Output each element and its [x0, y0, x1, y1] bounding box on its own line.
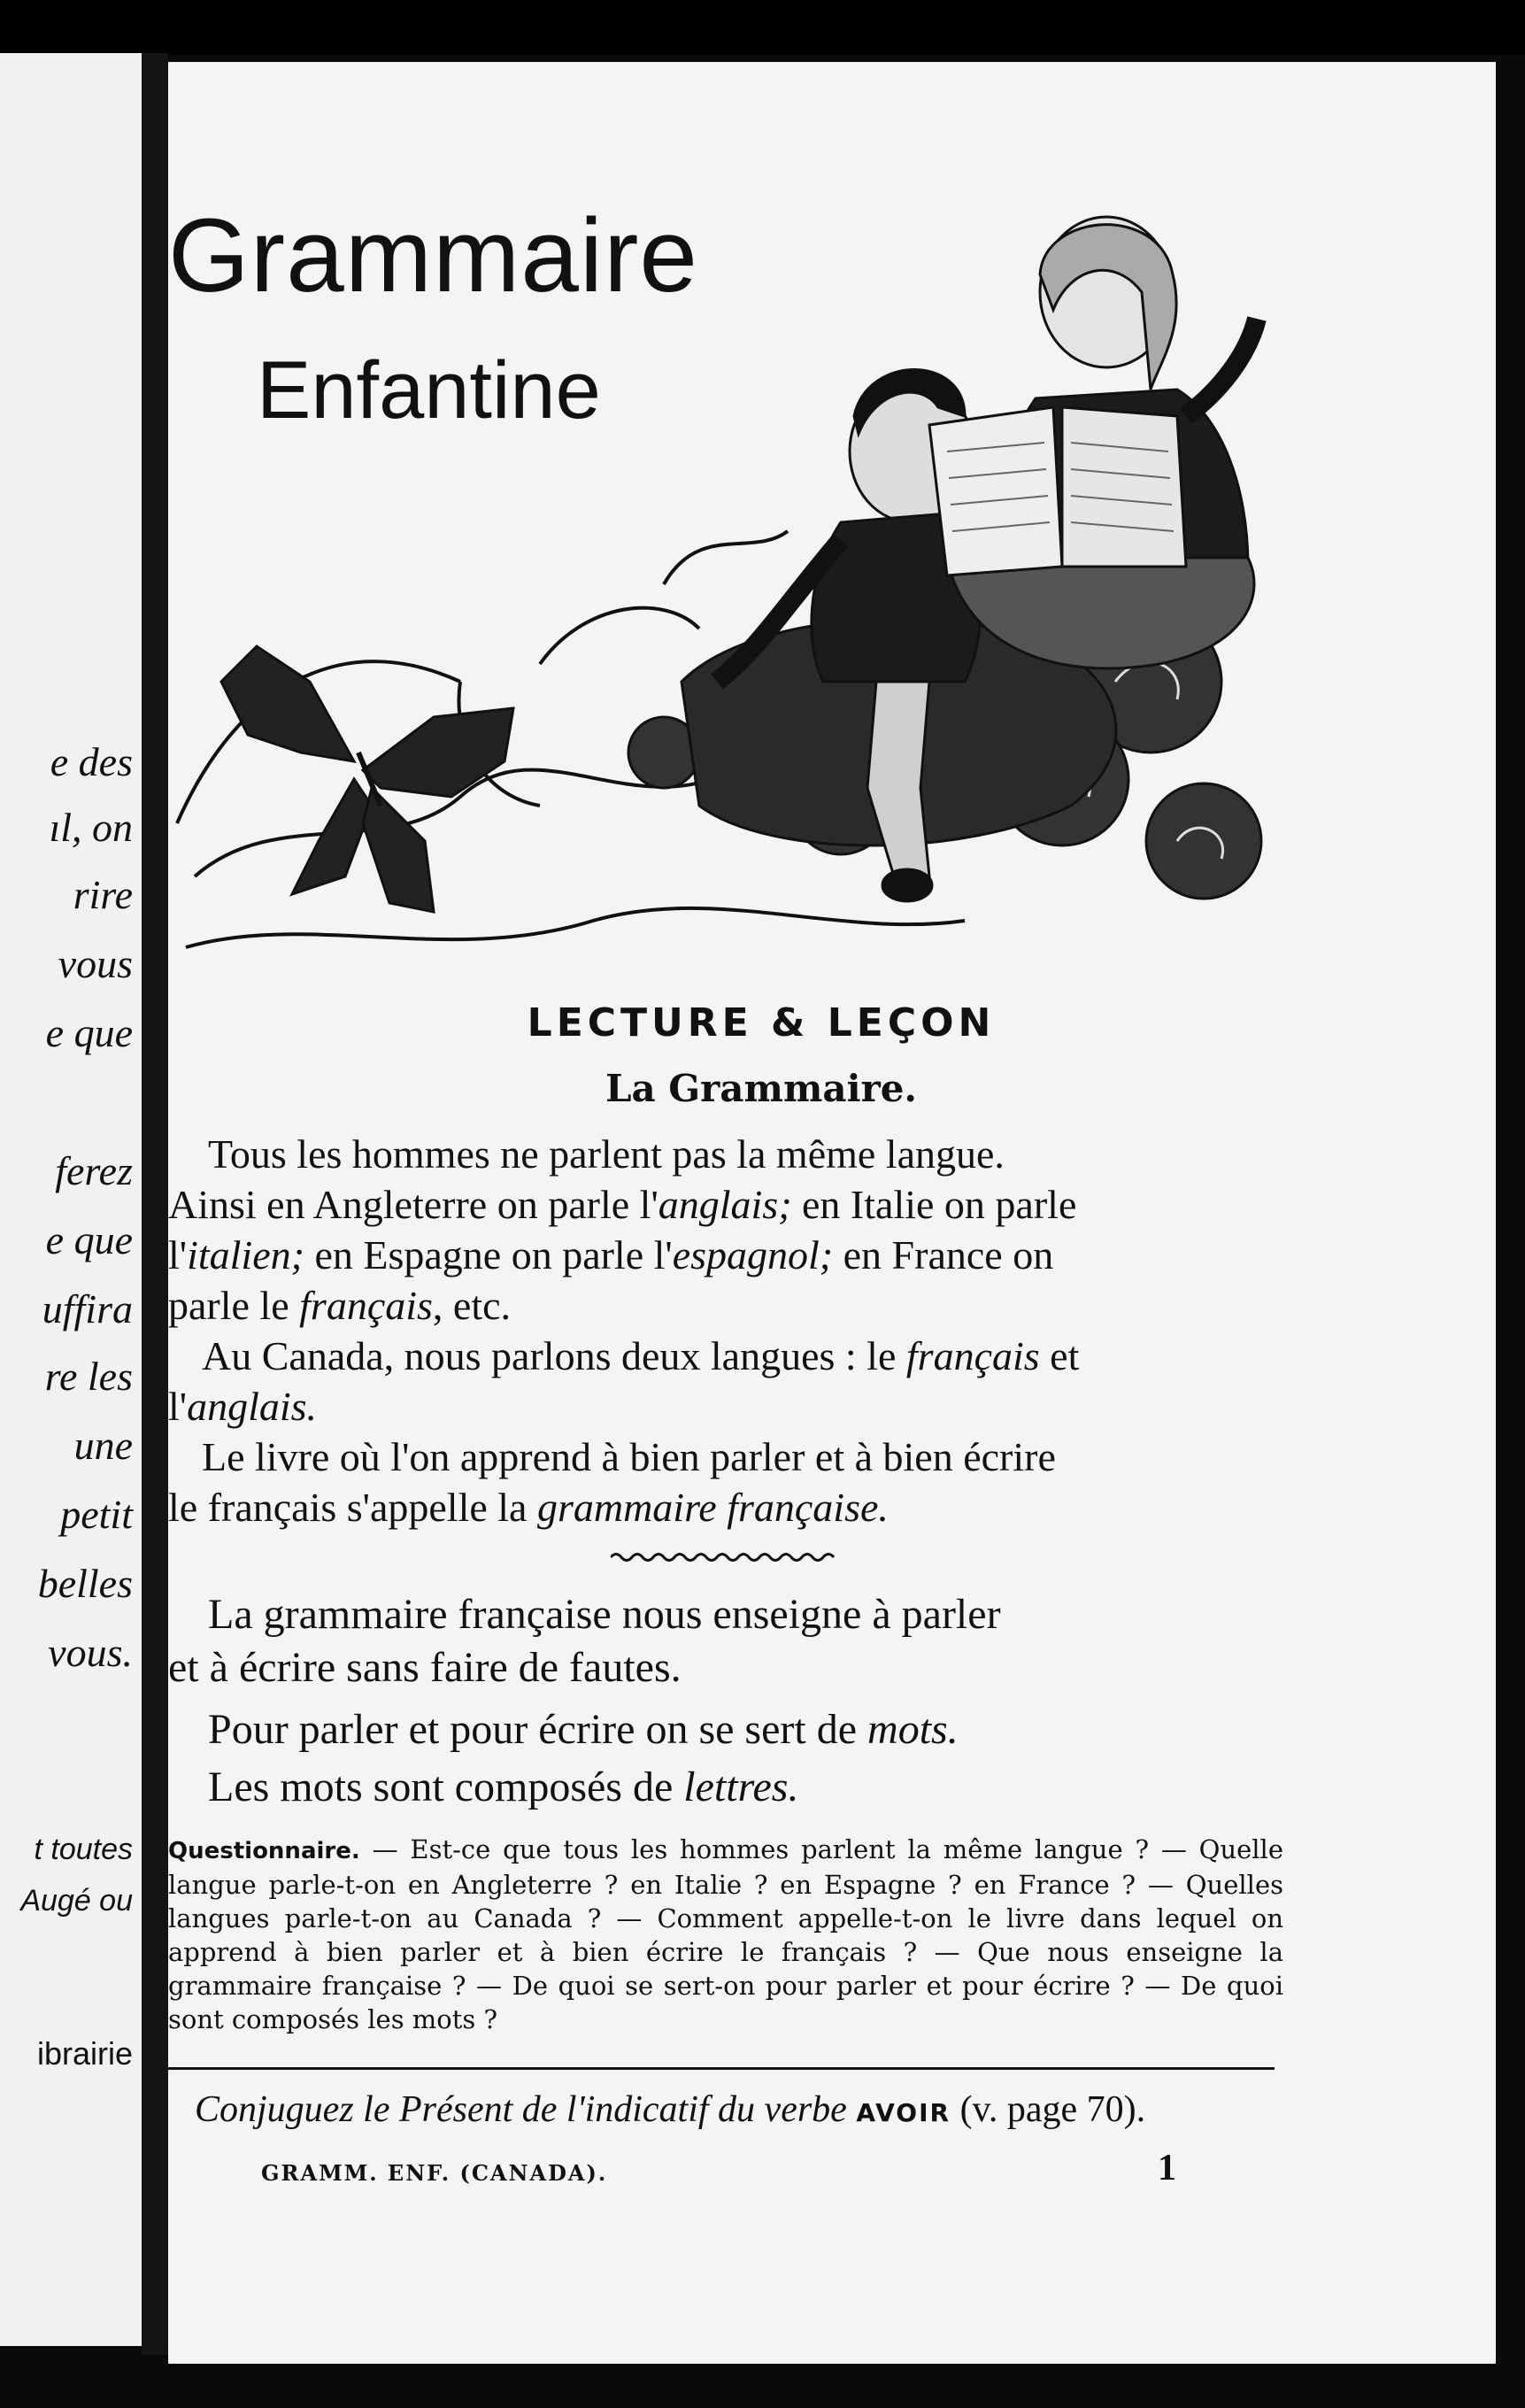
- paragraph-line: l'italien; en Espagne on parle l'espagnol; en France on: [168, 1232, 1054, 1277]
- left-fragment: rire: [73, 872, 133, 917]
- paragraph-line: et à écrire sans faire de fautes.: [168, 1644, 682, 1691]
- questionnaire: [168, 1833, 1283, 2036]
- paragraph-line: Pour parler et pour écrire on se sert de mots.: [208, 1706, 959, 1753]
- book-binding: [142, 53, 168, 2355]
- left-fragment: ibrairie: [36, 2035, 133, 2072]
- left-fragment: Augé ou: [20, 1884, 133, 1918]
- left-fragment: une: [73, 1423, 133, 1468]
- paragraph-line: Ainsi en Angleterre on parle l'anglais; en Italie on parle: [168, 1182, 1077, 1227]
- questionnaire-label: Questionnaire.: [168, 1838, 360, 1864]
- paragraph-line: Le livre où l'on apprend à bien parler et à bien écrire: [202, 1434, 1056, 1479]
- left-fragment: e des: [50, 739, 133, 784]
- section-subheading: La Grammaire.: [605, 1067, 918, 1110]
- left-fragment: uffira: [42, 1286, 133, 1331]
- wavy-divider: [611, 1551, 841, 1563]
- left-fragment: ferez: [55, 1148, 133, 1193]
- footer-signature: GRAMM. ENF. (CANADA).: [261, 2160, 608, 2186]
- paragraph-line: parle le français, etc.: [168, 1283, 512, 1328]
- title-enfantine: Enfantine: [257, 345, 601, 436]
- paragraph-line: le français s'appelle la grammaire française.: [168, 1485, 889, 1530]
- paragraph-line: La grammaire française nous enseigne à parler: [208, 1591, 1001, 1638]
- left-fragment: e que: [45, 1217, 133, 1262]
- horizontal-rule: [168, 2067, 1275, 2070]
- paragraph-line: Tous les hommes ne parlent pas la même langue.: [208, 1131, 1005, 1177]
- left-fragment: vous.: [48, 1630, 133, 1675]
- left-fragment: re les: [44, 1354, 133, 1399]
- scan-top-border: [0, 0, 1525, 55]
- questionnaire-text: — Est-ce que tous les hommes parlent la même langue ? — Quelle langue parle-t-on en Angleterre ? en Italie ? en Espagne ? en France ? — Quelles langues parle-t-on au Canada ? — Comment appelle-t-on le livre dans lequel on apprend à bien parler et à bien écrire le français ? — Que nous enseigne la grammaire française ? — De quoi se sert-on pour parler et pour écrire ? — De quoi sont composés les mots ?: [168, 1834, 1283, 2034]
- conjugation-instruction: Conjuguez le Présent de l'indicatif du verbe AVOIR (v. page 70).: [195, 2089, 1146, 2130]
- paragraph-line: Les mots sont composés de lettres.: [208, 1764, 799, 1810]
- left-fragment: belles: [37, 1561, 133, 1606]
- page-number: 1: [1158, 2148, 1176, 2188]
- paragraph-line: Au Canada, nous parlons deux langues : le français et: [202, 1333, 1080, 1378]
- left-fragment: ıl, on: [49, 805, 133, 850]
- section-heading: LECTURE & LEÇON: [527, 1000, 996, 1046]
- left-fragment: e que: [45, 1010, 133, 1055]
- left-fragment: petit: [60, 1492, 133, 1537]
- left-page: [0, 53, 159, 2346]
- paragraph-line: l'anglais.: [168, 1384, 318, 1429]
- title-grammaire: Grammaire: [168, 197, 699, 314]
- left-fragment: vous: [58, 941, 133, 986]
- left-fragment: t toutes: [34, 1833, 133, 1866]
